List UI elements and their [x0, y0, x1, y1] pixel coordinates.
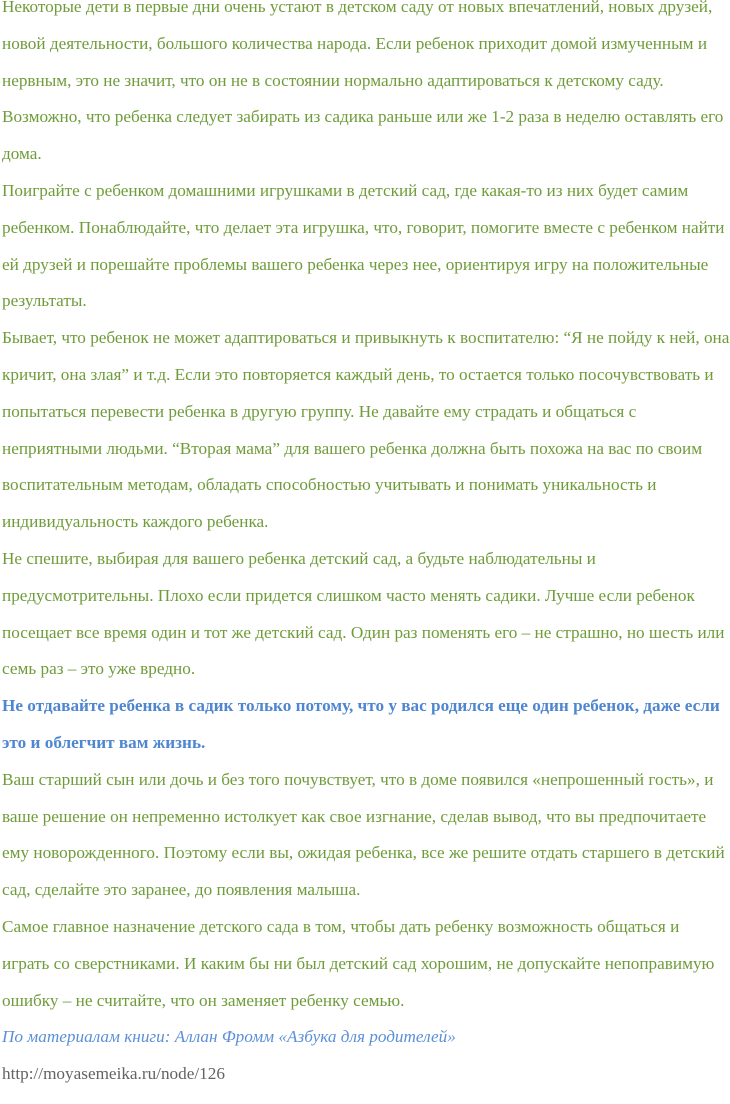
- paragraph-adaptation-fatigue: Некоторые дети в первые дни очень устают в детском саду от новых впечатлений, новых друзей, новой деятельности, большого количества народа. Если ребенок приходит домой измученным и нервным, это не значит, что он не в состоянии нормально адаптироваться к детскому саду. Возможно, что ребенка следует забирать из садика раньше или же 1-2 раза в неделю оставлять его дома.: [2, 0, 724, 164]
- paragraph-toy-play: Поиграйте с ребенком домашними игрушками в детский сад, где какая-то из них будет самим ребенком. Понаблюдайте, что делает эта игрушка, что, говорит, помогите вместе с ребенком найти ей друзей и порешайте проблемы вашего ребенка через нее, ориентируя игру на положительные результаты.: [2, 180, 725, 311]
- document-body: [2, 0, 730, 1104]
- paragraph-main-purpose: Самое главное назначение детского сада в том, чтобы дать ребенку возможность общаться и играть со сверстниками. И каким бы ни был детский сад хорошим, не допускайте непоправимую ошибку – не считайте, что он заменяет ребенку семью.: [2, 916, 715, 1010]
- source-citation: По материалам книги: Аллан Фромм «Азбука для родителей»: [2, 1027, 456, 1047]
- paragraph-choose-kindergarten: Не спешите, выбирая для вашего ребенка детский сад, а будьте наблюдательны и предусмотрительны. Плохо если придется слишком часто менять садики. Лучше если ребенок посещает все время один и тот же детский сад. Один раз поменять его – не страшно, но шесть или семь раз – это уже вредно.: [2, 548, 725, 679]
- paragraph-teacher-adaptation: Бывает, что ребенок не может адаптироваться и привыкнуть к воспитателю: “Я не пойду к ней, она кричит, она злая” и т.д. Если это повторяется каждый день, то остается только посочувствовать и попытаться перевести ребенка в другую группу. Не давайте ему страдать и общаться с неприятными людьми. “Вторая мама” для вашего ребенка должна быть похожа на вас по своим воспитательным методам, обладать способностью учитывать и понимать уникальность и индивидуальность каждого ребенка.: [2, 328, 730, 532]
- source-url: http://moyasemeika.ru/node/126: [2, 1064, 225, 1084]
- paragraph-older-child: Ваш старший сын или дочь и без того почувствует, что в доме появился «непрошенный гость», и ваше решение он непременно истолкует как свое изгнание, сделав вывод, что вы предпочитаете ему новорожденного. Поэтому если вы, ожидая ребенка, все же решите отдать старшего в детский сад, сделайте это заранее, до появления малыша.: [2, 769, 725, 900]
- paragraph-highlight-warning: Не отдавайте ребенка в садик только потому, что у вас родился еще один ребенок, даже если это и облегчит вам жизнь.: [2, 696, 720, 752]
